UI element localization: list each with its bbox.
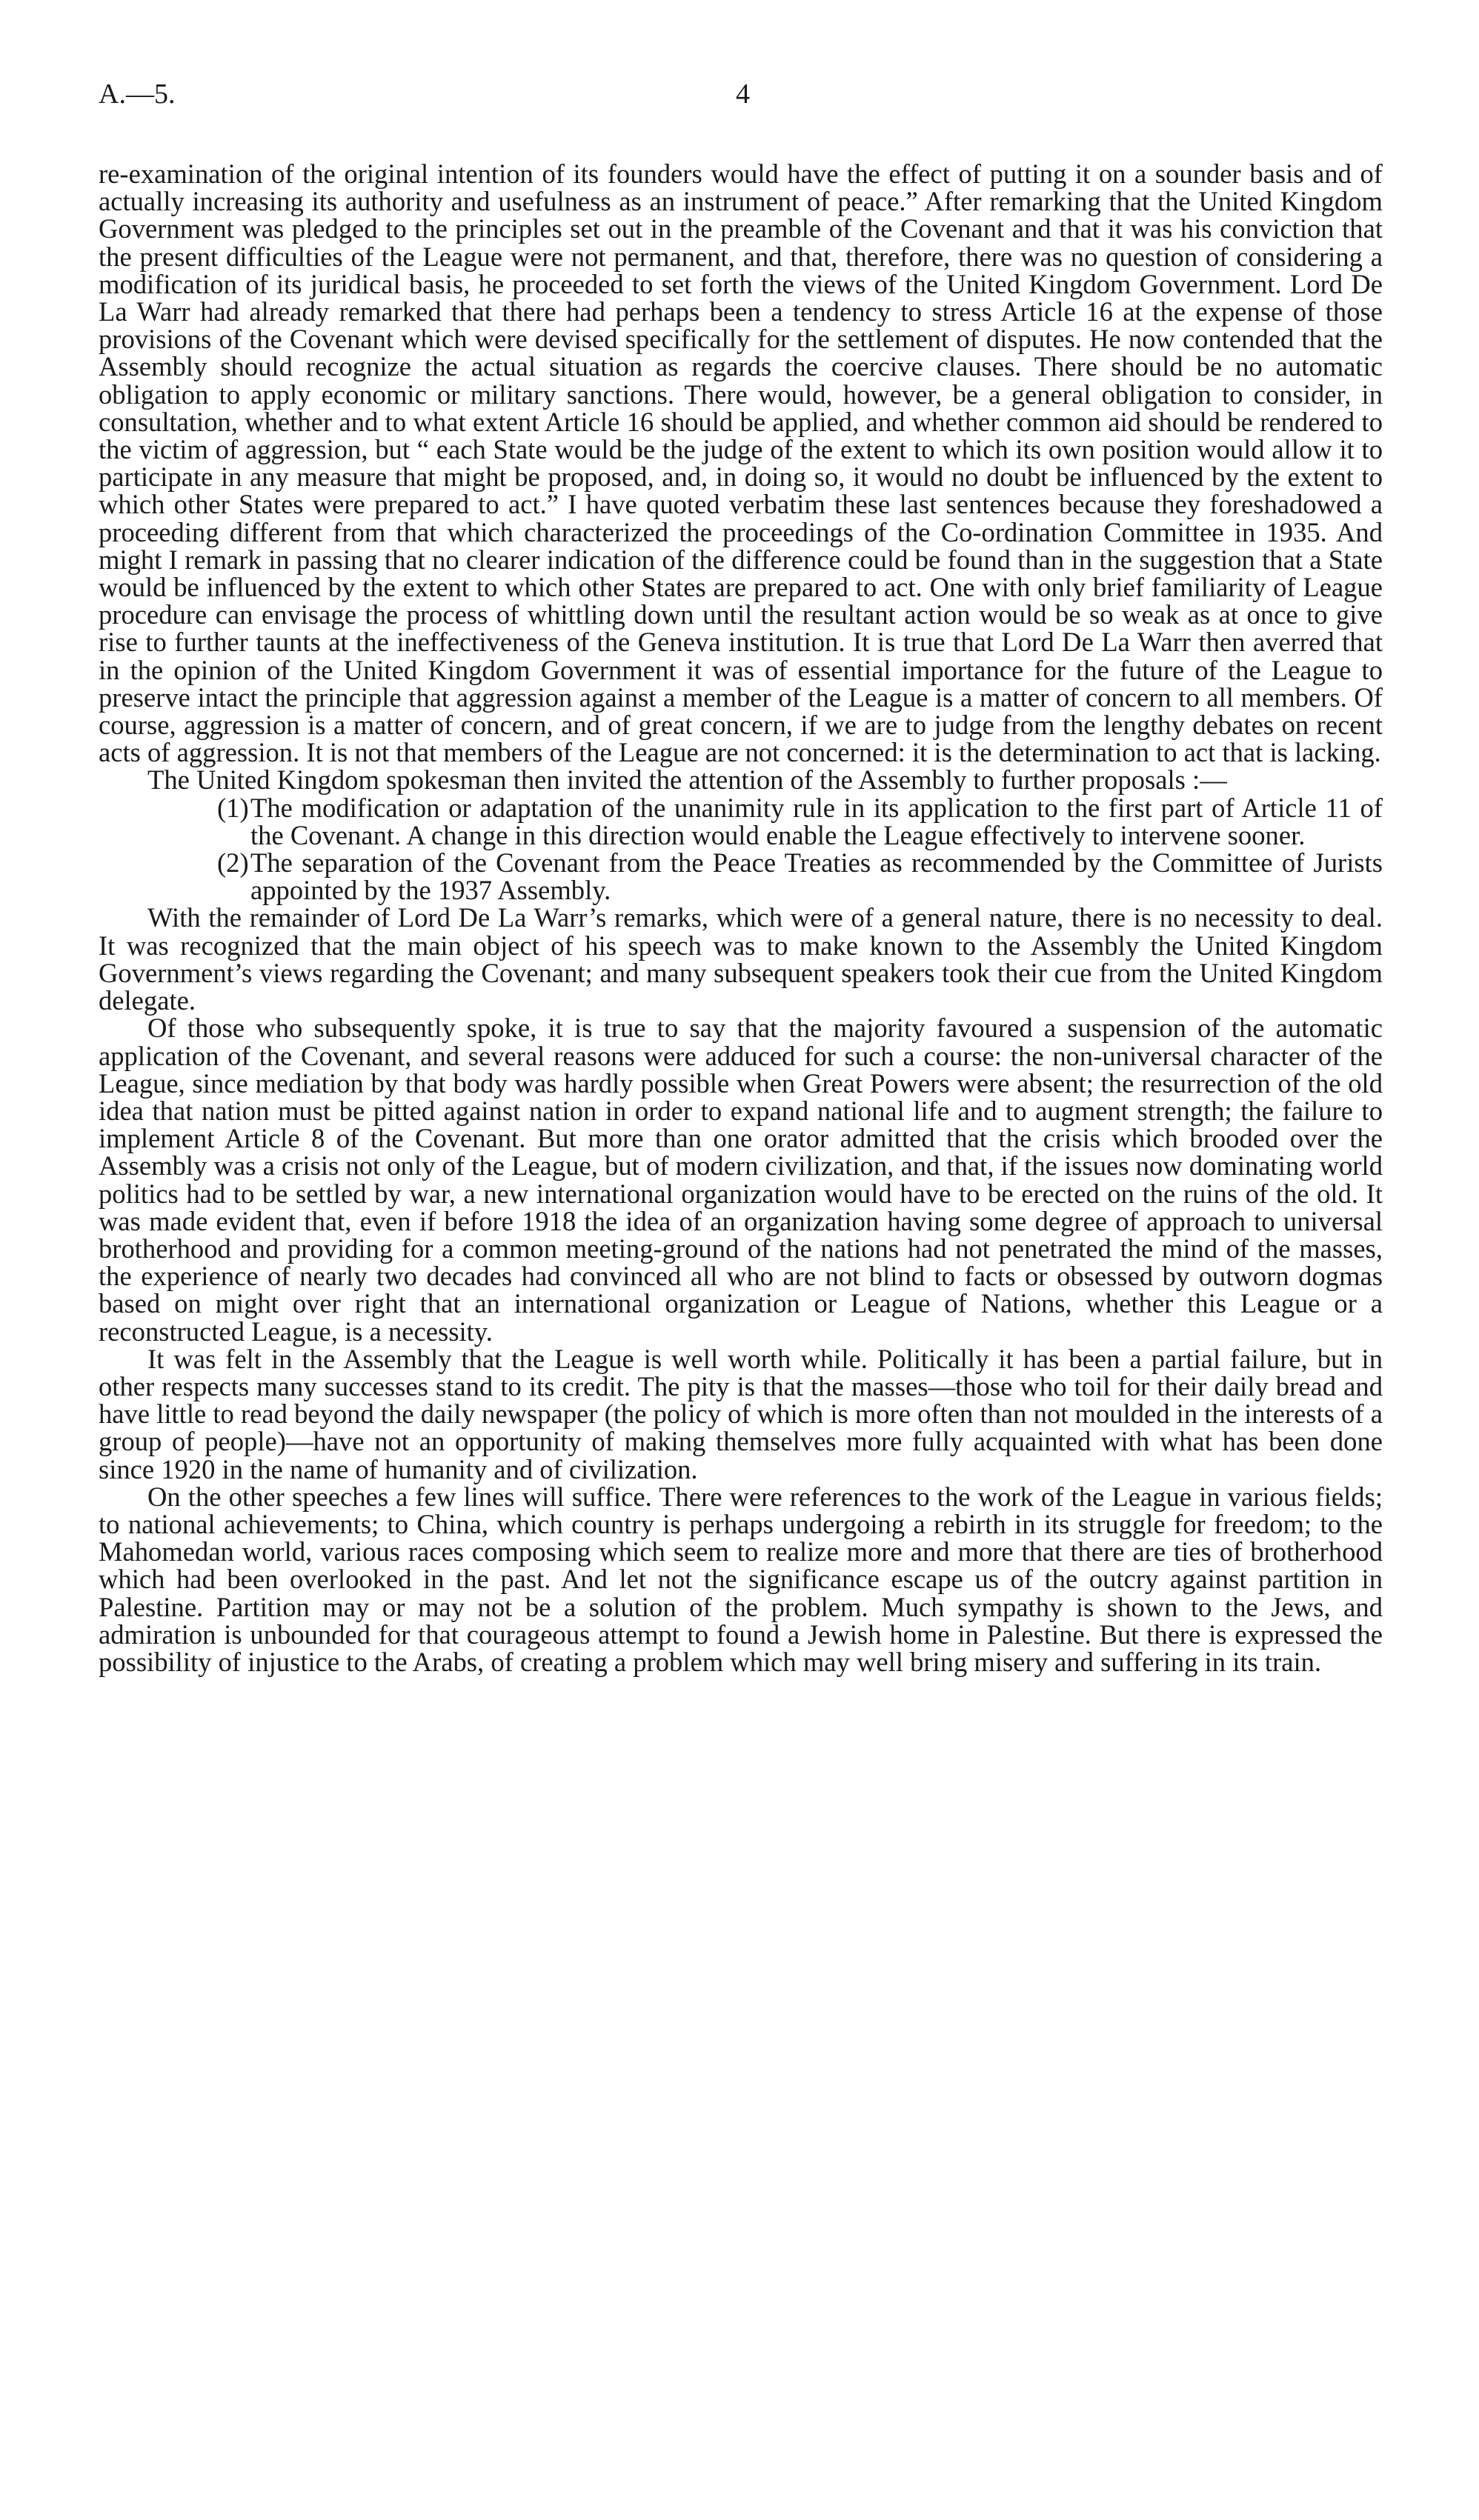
- page-content: [99, 80, 1383, 1676]
- document-reference: A.—5.: [99, 79, 176, 110]
- list-item-text: The separation of the Covenant from the Peace Treaties as recommended by the Committee of Jurists appointed by the 1937 Assembly.: [250, 847, 1383, 906]
- page-number: 4: [736, 79, 750, 110]
- list-item-text: The modification or adaptation of the unanimity rule in its application to the first part of Article 11 of the Covenant. A change in this direction would enable the League effectively to intervene sooner.: [250, 792, 1383, 850]
- list-item: [99, 849, 1383, 904]
- paragraph-proposals-intro: The United Kingdom spokesman then invited the attention of the Assembly to further proposals :—: [147, 764, 1227, 796]
- page-header: [99, 80, 1383, 124]
- paragraph-league-worth: It was felt in the Assembly that the League is well worth while. Politically it has been a partial failure, but in other respects many successes stand to its credit. The pity is that the masses—those who toil for their daily bread and have little to read beyond the daily newspaper (the policy of which is more often than not moulded in the interests of a group of people)—have not an opportunity of making themselves more fully acquainted with what has been done since 1920 in the name of humanity and of civilization.: [99, 1343, 1383, 1484]
- paragraph-subsequent-speakers: Of those who subsequently spoke, it is true to say that the majority favoured a suspension of the automatic application of the Covenant, and several reasons were adduced for such a course: the non-universal character of the League, since mediation by that body was hardly possible when Great Powers were absent; the resurrection of the old idea that nation must be pitted against nation in order to expand national life and to augment strength; the failure to implement Article 8 of the Covenant. But more than one orator admitted that the crisis which brooded over the Assembly was a crisis not only of the League, but of modern civilization, and that, if the issues now dominating world politics had to be settled by war, a new international organization would have to be erected on the ruins of the old. It was made evident that, even if before 1918 the idea of an organization having some degree of approach to universal brotherhood and providing for a common meeting-ground of the nations had not penetrated the mind of the masses, the experience of nearly two decades had convinced all who are not blind to facts or obsessed by outworn dogmas based on might over right that an international organization or League of Nations, whether this League or a reconstructed League, is a necessity.: [99, 1013, 1383, 1347]
- list-item: [99, 794, 1383, 849]
- list-item-number: (1): [217, 792, 249, 823]
- proposals-list: [99, 794, 1383, 904]
- paragraph-other-speeches: On the other speeches a few lines will suffice. There were references to the work of the League in various fields; to national achievements; to China, which country is perhaps undergoing a rebirth in its struggle for freedom; to the Mahomedan world, various races composing which seem to realize more and more that there are ties of brotherhood which had been overlooked in the past. And let not the significance escape us of the outcry against partition in Palestine. Partition may or may not be a solution of the problem. Much sympathy is shown to the Jews, and admiration is unbounded for that courageous attempt to found a Jewish home in Palestine. But there is expressed the possibility of injustice to the Arabs, of creating a problem which may well bring misery and suffering in its train.: [99, 1481, 1383, 1677]
- body-text: [99, 160, 1383, 1676]
- paragraph-remainder: With the remainder of Lord De La Warr’s remarks, which were of a general nature, there is no necessity to deal. It was recognized that the main object of his speech was to make known to the Assembly the United Kingdom Government’s views regarding the Covenant; and many subsequent speakers took their cue from the United Kingdom delegate.: [99, 902, 1383, 1016]
- list-item-number: (2): [217, 847, 249, 879]
- paragraph-continuation: re-examination of the original intention of its founders would have the effect of putting it on a sounder basis and of actually increasing its authority and usefulness as an instrument of peace.” After remarking that the United Kingdom Government was pledged to the principles set out in the preamble of the Covenant and that it was his conviction that the present difficulties of the League were not permanent, and that, therefore, there was no question of considering a modification of its juridical basis, he proceeded to set forth the views of the United Kingdom Government. Lord De La Warr had already remarked that there had perhaps been a tendency to stress Article 16 at the expense of those provisions of the Covenant which were devised specifically for the settlement of disputes. He now contended that the Assembly should recognize the actual situation as regards the coercive clauses. There should be no automatic obligation to apply economic or military sanctions. There would, however, be a general obligation to consider, in consultation, whether and to what extent Article 16 should be applied, and whether common aid should be rendered to the victim of aggression, but “ each State would be the judge of the extent to which its own position would allow it to participate in any measure that might be proposed, and, in doing so, it would no doubt be influenced by the extent to which other States were prepared to act.” I have quoted verbatim these last sentences because they foreshadowed a proceeding different from that which characterized the proceedings of the Co-ordination Committee in 1935. And might I remark in passing that no clearer indication of the difference could be found than in the suggestion that a State would be influenced by the extent to which other States are prepared to act. One with only brief familiarity of League procedure can envisage the process of whittling down until the resultant action would be so weak as at once to give rise to further taunts at the ineffectiveness of the Geneva institution. It is true that Lord De La Warr then averred that in the opinion of the United Kingdom Government it was of essential importance for the future of the League to preserve intact the principle that aggression against a member of the League is a matter of concern to all members. Of course, aggression is a matter of concern, and of great concern, if we are to judge from the lengthy debates on recent acts of aggression. It is not that members of the League are not concerned: it is the determination to act that is lacking.: [99, 159, 1383, 768]
